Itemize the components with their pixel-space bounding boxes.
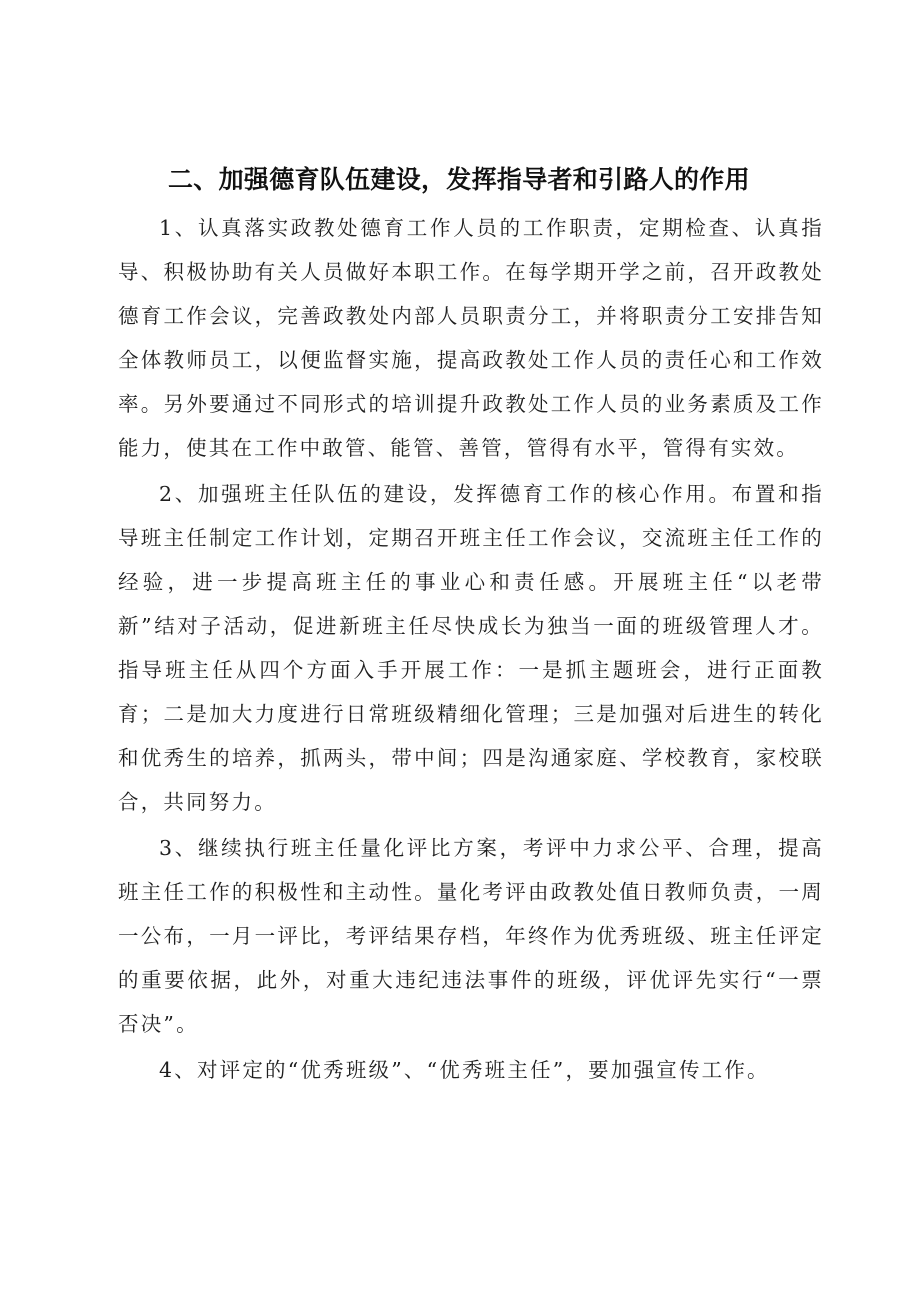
section-heading: 二、加强德育队伍建设，发挥指导者和引路人的作用 bbox=[168, 165, 750, 194]
paragraph-4: 4、对评定的“优秀班级”、“优秀班主任”，要加强宣传工作。 bbox=[159, 1058, 770, 1082]
paragraph-3: 3、继续执行班主任量化评比方案，考评中力求公平、合理，提高班主任工作的积极性和主动性。量化考评由政教处值日教师负责，一周一公布，一月一评比，考评结果存档，年终作为优秀班级、班主任评定的重要依据，此外，对重大违纪违法事件的班级，评优评先实行“一票否决”。 bbox=[118, 836, 824, 1036]
document-page bbox=[118, 158, 824, 1092]
paragraph-1: 1、认真落实政教处德育工作人员的工作职责，定期检查、认真指导、积极协助有关人员做好本职工作。在每学期开学之前，召开政教处德育工作会议，完善政教处内部人员职责分工，并将职责分工安排告知全体教师员工，以便监督实施，提高政教处工作人员的责任心和工作效率。另外要通过不同形式的培训提升政教处工作人员的业务素质及工作能力，使其在工作中敢管、能管、善管，管得有水平，管得有实效。 bbox=[118, 216, 824, 460]
paragraph-2: 2、加强班主任队伍的建设，发挥德育工作的核心作用。布置和指导班主任制定工作计划，定期召开班主任工作会议，交流班主任工作的经验，进一步提高班主任的事业心和责任感。开展班主任“以老带新”结对子活动，促进新班主任尽快成长为独当一面的班级管理人才。指导班主任从四个方面入手开展工作：一是抓主题班会，进行正面教育；二是加大力度进行日常班级精细化管理；三是加强对后进生的转化和优秀生的培养，抓两头，带中间；四是沟通家庭、学校教育，家校联合，共同努力。 bbox=[118, 482, 824, 814]
